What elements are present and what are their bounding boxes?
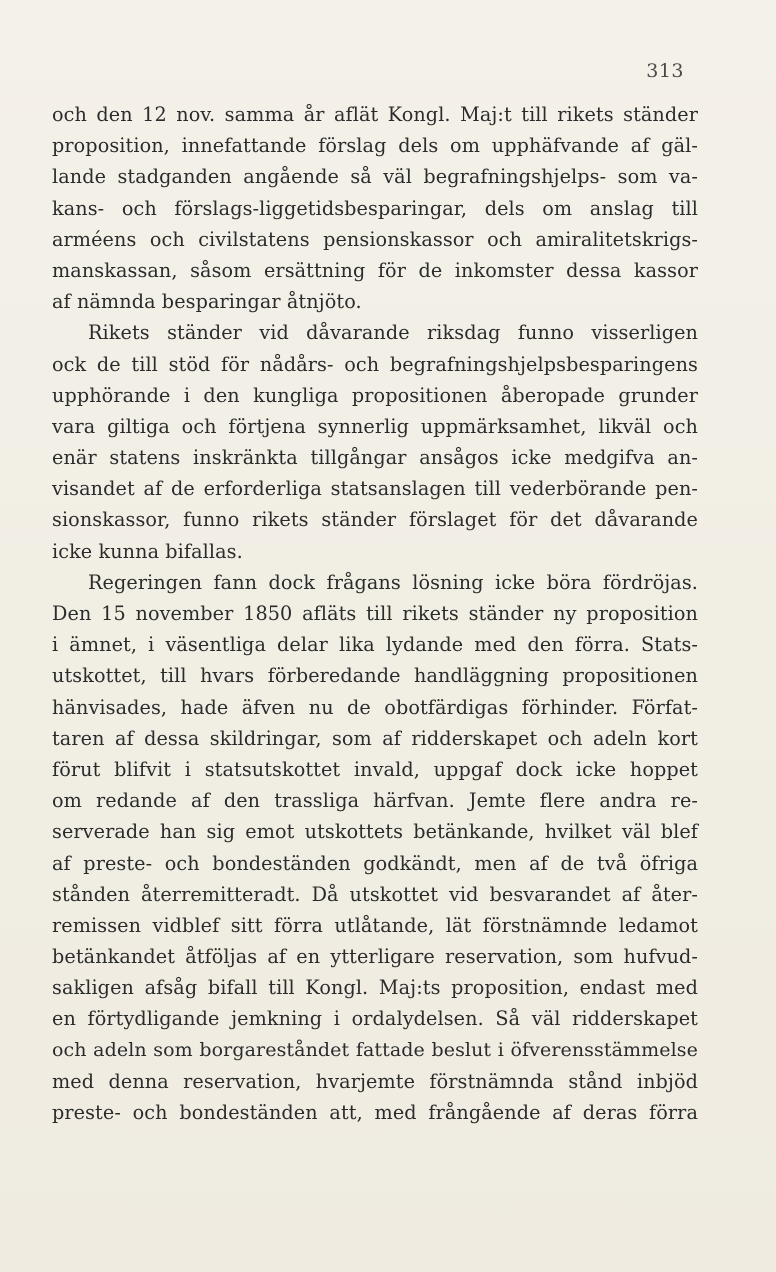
text-line: och den 12 nov. samma år aflät Kongl. Maj:t till rikets ständer xyxy=(52,103,698,126)
text-line: af preste- och bondeständen godkändt, men af de två öfriga xyxy=(52,851,698,875)
text-line: förut blifvit i statsutskottet invald, uppgaf dock icke hoppet xyxy=(52,757,698,781)
text-line: lande stadganden angående så väl begrafningshjelps- som va- xyxy=(52,165,698,189)
text-line: upphörande i den kungliga propositionen åberopade grunder xyxy=(52,383,698,407)
text-line: betänkandet åtföljas af en ytterligare reservation, som hufvud- xyxy=(52,945,698,969)
page-number: 313 xyxy=(646,60,684,82)
text-line: med denna reservation, hvarjemte förstnämnda stånd inbjöd xyxy=(52,1069,698,1093)
text-line: vara giltiga och förtjena synnerlig uppmärksamhet, likväl och xyxy=(52,414,698,438)
text-line: kans- och förslags-liggetidsbesparingar, dels om anslag till xyxy=(52,196,698,220)
text-line: icke kunna bifallas. xyxy=(52,539,243,563)
text-line: arméens och civilstatens pensionskassor och amiralitetskrigs- xyxy=(52,227,698,251)
text-line: Rikets ständer vid dåvarande riksdag funno visserligen xyxy=(88,321,698,345)
text-line: manskassan, såsom ersättning för de inkomster dessa kassor xyxy=(52,258,698,282)
text-line: i ämnet, i väsentliga delar lika lydande med den förra. Stats- xyxy=(52,633,698,657)
text-line: och adeln som borgareståndet fattade beslut i öfverensstämmelse xyxy=(52,1038,698,1061)
text-line: preste- och bondeständen att, med frångående af deras förra xyxy=(52,1101,698,1124)
text-line: taren af dessa skildringar, som af ridderskapet och adeln kort xyxy=(52,726,698,750)
text-line: proposition, innefattande förslag dels om upphäfvande af gäl- xyxy=(52,134,698,158)
body-text xyxy=(52,99,698,1128)
text-line: Regeringen fann dock frågans lösning icke böra fördröjas. xyxy=(88,570,698,594)
text-line: af nämnda besparingar åtnjöto. xyxy=(52,290,362,314)
text-line: enär statens inskränkta tillgångar ansågos icke medgifva an- xyxy=(52,446,698,470)
text-line: en förtydligande jemkning i ordalydelsen. Så väl ridderskapet xyxy=(52,1007,698,1031)
text-line: ock de till stöd för nådårs- och begrafningshjelpsbesparingens xyxy=(52,352,698,376)
text-line: sionskassor, funno rikets ständer förslaget för det dåvarande xyxy=(52,508,698,532)
text-line: Den 15 november 1850 afläts till rikets ständer ny proposition xyxy=(52,602,698,625)
text-line: sakligen afsåg bifall till Kongl. Maj:ts proposition, endast med xyxy=(52,976,698,1000)
text-line: om redande af den trassliga härfvan. Jemte flere andra re- xyxy=(52,789,698,813)
text-line: visandet af de erforderliga statsanslagen till vederbörande pen- xyxy=(52,477,698,501)
text-line: serverade han sig emot utskottets betänkande, hvilket väl blef xyxy=(52,820,698,844)
text-line: remissen vidblef sitt förra utlåtande, lät förstnämnde ledamot xyxy=(52,913,698,937)
text-line: utskottet, till hvars förberedande handläggning propositionen xyxy=(52,664,698,688)
text-line: stånden återremitteradt. Då utskottet vid besvarandet af åter- xyxy=(52,882,698,906)
text-line: hänvisades, hade äfven nu de obotfärdigas förhinder. Förfat- xyxy=(52,695,698,719)
